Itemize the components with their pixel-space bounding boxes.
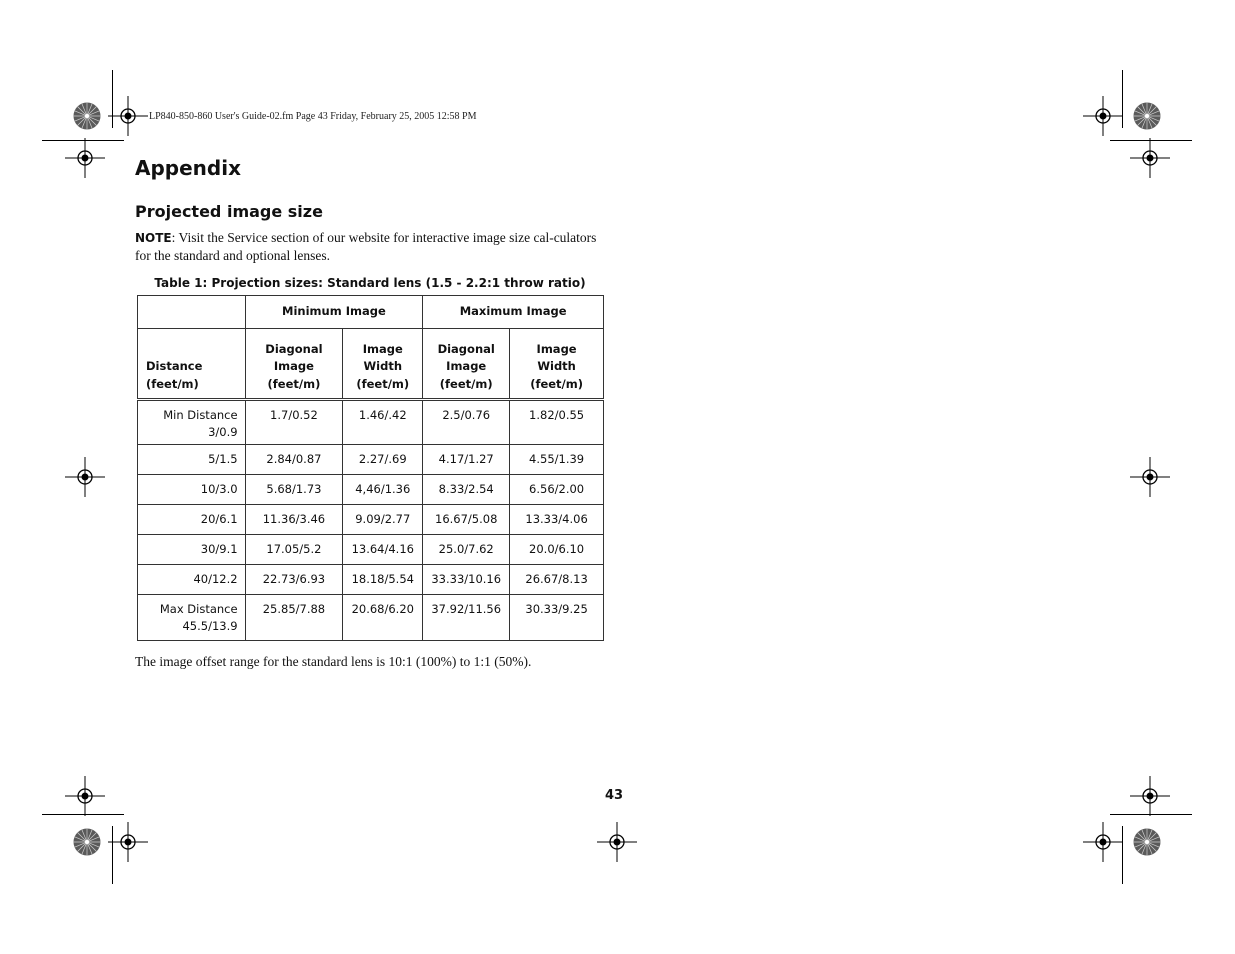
page-number: 43 xyxy=(605,788,624,803)
column-header-distance xyxy=(138,329,246,400)
header-line: (feet/m) xyxy=(439,376,493,391)
registration-mark-icon xyxy=(1130,776,1170,816)
cell-min-width: 1.46/.42 xyxy=(343,400,423,445)
star-target-icon xyxy=(1133,102,1161,130)
header-line: (feet/m) xyxy=(356,376,410,391)
registration-mark-icon xyxy=(65,457,105,497)
header-line: Diagonal xyxy=(265,341,323,356)
table-row xyxy=(138,475,604,505)
group-header-maximum-image: Maximum Image xyxy=(423,296,604,329)
header-line: (feet/m) xyxy=(530,376,583,391)
registration-mark-icon xyxy=(1083,822,1123,862)
cell-max-diagonal: 25.0/7.62 xyxy=(423,535,510,565)
projection-sizes-table xyxy=(137,295,604,641)
table-row xyxy=(138,535,604,565)
header-line: Width xyxy=(537,359,576,373)
cell-distance: 20/6.1 xyxy=(138,505,246,535)
header-line: Distance xyxy=(146,359,203,373)
distance-line: 3/0.9 xyxy=(208,425,238,439)
cell-min-diagonal: 11.36/3.46 xyxy=(245,505,343,535)
cell-min-width: 18.18/5.54 xyxy=(343,565,423,595)
table-row xyxy=(138,505,604,535)
registration-mark-icon xyxy=(108,96,148,136)
cell-max-width: 20.0/6.10 xyxy=(510,535,604,565)
cell-min-width: 4,46/1.36 xyxy=(343,475,423,505)
cell-min-width: 20.68/6.20 xyxy=(343,595,423,641)
table-row xyxy=(138,595,604,641)
cell-min-width: 13.64/4.16 xyxy=(343,535,423,565)
cell-min-diagonal: 2.84/0.87 xyxy=(245,445,343,475)
table-row xyxy=(138,565,604,595)
cell-max-diagonal: 2.5/0.76 xyxy=(423,400,510,445)
cell-min-diagonal: 25.85/7.88 xyxy=(245,595,343,641)
table-group-header-row xyxy=(138,296,604,329)
header-line: Diagonal xyxy=(437,341,495,356)
table-column-header-row xyxy=(138,329,604,400)
column-header-max-diagonal xyxy=(423,329,510,400)
cell-max-width: 30.33/9.25 xyxy=(510,595,604,641)
header-line: Image xyxy=(536,341,577,356)
cell-min-diagonal: 1.7/0.52 xyxy=(245,400,343,445)
cell-distance: 5/1.5 xyxy=(138,445,246,475)
registration-mark-icon xyxy=(1130,138,1170,178)
registration-mark-icon xyxy=(65,138,105,178)
cell-max-width: 13.33/4.06 xyxy=(510,505,604,535)
cell-min-width: 2.27/.69 xyxy=(343,445,423,475)
file-info-header: LP840-850-860 User's Guide-02.fm Page 43 Friday, February 25, 2005 12:58 PM xyxy=(149,111,477,122)
cell-min-diagonal: 5.68/1.73 xyxy=(245,475,343,505)
registration-mark-icon xyxy=(597,822,637,862)
cell-max-width: 4.55/1.39 xyxy=(510,445,604,475)
star-target-icon xyxy=(73,102,101,130)
table-header-empty xyxy=(138,296,246,329)
header-line: (feet/m) xyxy=(267,376,321,391)
header-line: Image xyxy=(362,341,403,356)
cell-min-diagonal: 22.73/6.93 xyxy=(245,565,343,595)
registration-mark-icon xyxy=(65,776,105,816)
cell-distance xyxy=(138,595,246,641)
note-label: NOTE xyxy=(135,231,172,245)
column-header-min-diagonal xyxy=(245,329,343,400)
header-line: Width xyxy=(363,359,403,373)
registration-mark-icon xyxy=(1130,457,1170,497)
cell-max-diagonal: 37.92/11.56 xyxy=(423,595,510,641)
header-line: Image xyxy=(273,359,314,373)
star-target-icon xyxy=(73,828,101,856)
cell-max-diagonal: 33.33/10.16 xyxy=(423,565,510,595)
cell-min-width: 9.09/2.77 xyxy=(343,505,423,535)
star-target-icon xyxy=(1133,828,1161,856)
distance-line: Max Distance xyxy=(159,602,238,616)
cell-max-width: 6.56/2.00 xyxy=(510,475,604,505)
section-title: Projected image size xyxy=(135,202,323,221)
table-row xyxy=(138,400,604,445)
page-title: Appendix xyxy=(135,156,241,180)
cell-max-diagonal: 8.33/2.54 xyxy=(423,475,510,505)
cell-distance: 10/3.0 xyxy=(138,475,246,505)
cell-max-width: 26.67/8.13 xyxy=(510,565,604,595)
column-header-max-width xyxy=(510,329,604,400)
column-header-min-width xyxy=(343,329,423,400)
registration-mark-icon xyxy=(108,822,148,862)
distance-line: 45.5/13.9 xyxy=(182,619,238,633)
cell-max-diagonal: 4.17/1.27 xyxy=(423,445,510,475)
note-text: : Visit the Service section of our website for interactive image size cal-culators for the standard and optional lenses. xyxy=(135,230,597,263)
cell-min-diagonal: 17.05/5.2 xyxy=(245,535,343,565)
cell-distance: 30/9.1 xyxy=(138,535,246,565)
header-line: Image xyxy=(446,359,487,373)
offset-range-footnote: The image offset range for the standard lens is 10:1 (100%) to 1:1 (50%). xyxy=(135,654,532,669)
header-line: (feet/m) xyxy=(146,376,199,391)
cell-distance: 40/12.2 xyxy=(138,565,246,595)
cell-max-width: 1.82/0.55 xyxy=(510,400,604,445)
note-paragraph xyxy=(135,229,605,264)
cell-max-diagonal: 16.67/5.08 xyxy=(423,505,510,535)
table-row xyxy=(138,445,604,475)
registration-mark-icon xyxy=(1083,96,1123,136)
group-header-minimum-image: Minimum Image xyxy=(245,296,423,329)
distance-line: Min Distance xyxy=(163,408,238,422)
table-caption: Table 1: Projection sizes: Standard lens (1.5 - 2.2:1 throw ratio) xyxy=(154,276,586,290)
cell-distance xyxy=(138,400,246,445)
